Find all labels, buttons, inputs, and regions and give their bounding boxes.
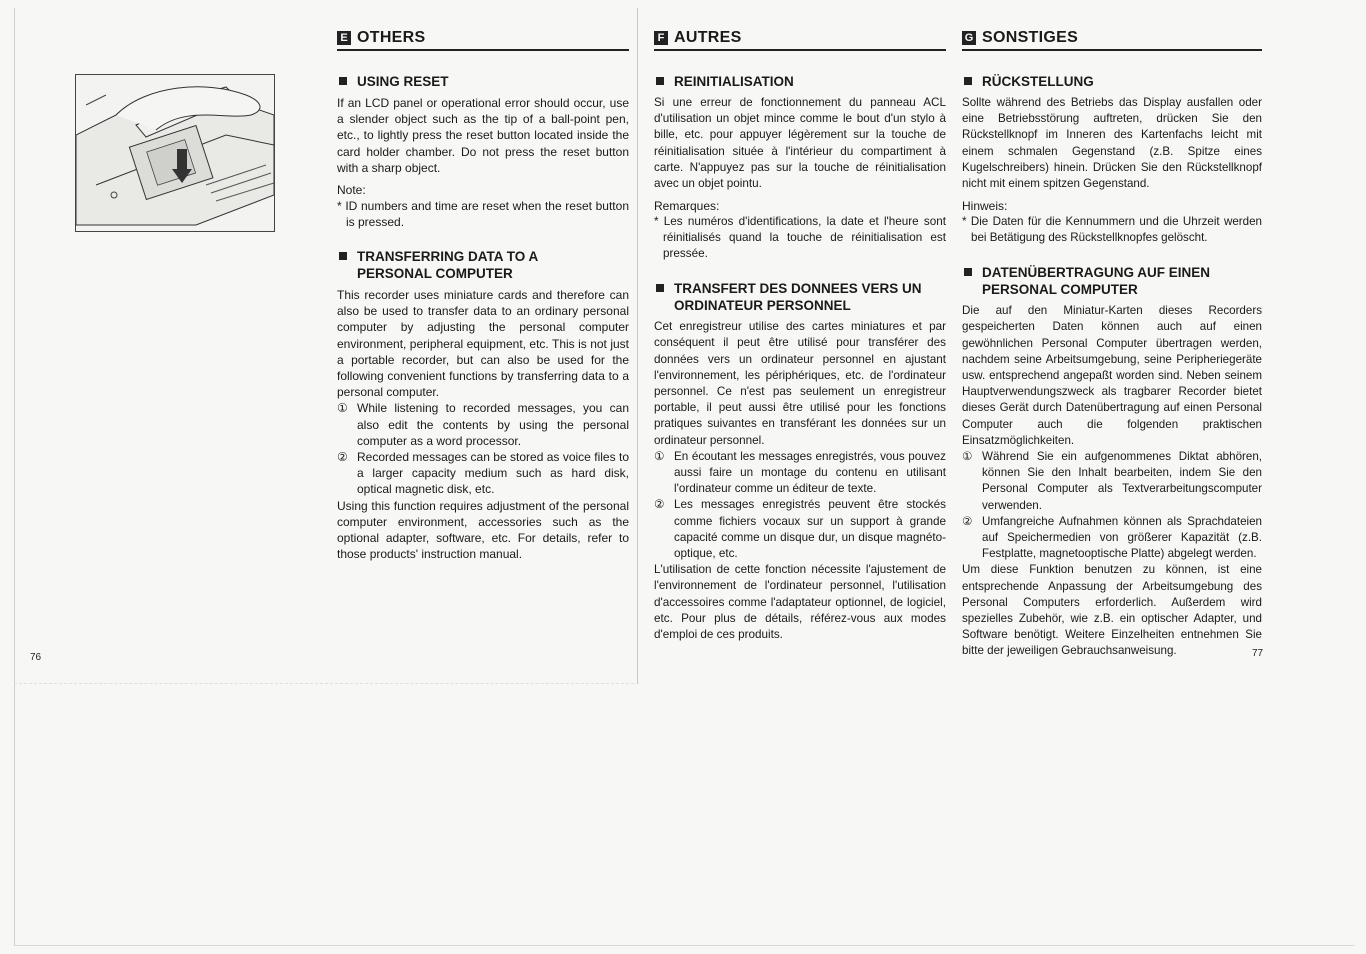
note-label: Remarques: (654, 199, 720, 214)
language-letter-g: G (962, 31, 976, 45)
reset-button-illustration (75, 74, 275, 232)
column-german (962, 28, 1262, 660)
language-letter-f: F (654, 31, 668, 45)
hand-pressing-reset-drawing (76, 75, 274, 231)
list-item: ① While listening to recorded messages, you can also edit the contents by using the personal computer as a word processor. (337, 401, 629, 448)
transfer-paragraph: This recorder uses miniature cards and therefore can also be used to transfer data to an ordinary personal computer by adjusting the personal computer environment, peripheral equipment, etc. This is not just a portable recorder, but can also be used for the following convenient functions by transferring data to a personal computer. (337, 288, 629, 400)
list-item: ② Les messages enregistrés peuvent être stockés comme fichiers vocaux sur un support à grande capacité comme un disque dur, un disque magnéto-optique, etc. (654, 498, 946, 561)
square-bullet-icon (656, 77, 664, 85)
closing-paragraph: Um diese Funktion benutzen zu können, ist eine entsprechende Anpassung der Arbeitsumgebung des Personal Computers erforderlich. Außerdem wird spezielles Zubehör, wie z.B. ein optischer Adapter, und Software benötigt. Weitere Einzelheiten entnehmen Sie bitte der jeweiligen Gebrauchsanweisung. (962, 563, 1262, 658)
transfer-paragraph: Die auf den Miniatur-Karten dieses Recorders gespeicherten Daten können auch auf einen gewöhnlichen Personal Computer übertragen werden, nachdem seine Arbeitsumgebung, seine Peripheriegeräte usw. entsprechend angepaßt worden sind. Neben seinem Hauptverwendungszweck als tragbarer Recorder bietet dieses Gerät durch Datenübertragung auf einen Personal Computer auch die folgenden praktischen Einsatzmöglichkeiten. (962, 304, 1262, 447)
square-bullet-icon (656, 284, 664, 292)
heading-using-reset: USING RESET (337, 73, 629, 90)
square-bullet-icon (964, 77, 972, 85)
section-title: SONSTIGES (982, 29, 1079, 46)
circled-number: ② (962, 514, 973, 528)
page-fold (637, 8, 638, 683)
heading-reinitialisation: REINITIALISATION (654, 73, 946, 90)
page-number-left: 76 (30, 652, 42, 663)
note-text: * Les numéros d'identifications, la date et l'heure sont réinitialisés quand la touche de réinitialisation est pressée. (654, 215, 946, 261)
section-title: AUTRES (674, 29, 742, 46)
square-bullet-icon (339, 252, 347, 260)
note-text: * Die Daten für die Kennummern und die Uhrzeit werden bei Betätigung des Rückstellknopfes gelöscht. (962, 215, 1262, 245)
square-bullet-icon (964, 268, 972, 276)
section-header-autres (654, 28, 946, 51)
note-label: Hinweis: (962, 199, 1008, 214)
column-english (337, 28, 629, 562)
circled-number: ② (337, 450, 348, 465)
reset-paragraph: If an LCD panel or operational error should occur, use a slender object such as the tip of a ball-point pen, etc., to lightly press the reset button located inside the card holder chamber. Do not press the reset button with a sharp object. (337, 96, 629, 175)
page-fold-horizontal (14, 683, 639, 684)
circled-number: ① (337, 401, 348, 416)
page-number-right: 77 (1252, 648, 1264, 659)
heading-transfert-donnees: TRANSFERT DES DONNEES VERS UN ORDINATEUR PERSONNEL (654, 280, 946, 314)
heading-transferring-data: TRANSFERRING DATA TO A PERSONAL COMPUTER (337, 248, 629, 282)
reset-paragraph: Si une erreur de fonctionnement du panneau ACL d'utilisation un objet mince comme le bout d'un stylo à bille, etc. pour appuyer légèrement sur la touche de réinitialisation située à l'intérieur du compartiment à carte. N'appuyez pas sur la touche de réinitialisation avec un objet pointu. (654, 96, 946, 191)
reset-paragraph: Sollte während des Betriebs das Display ausfallen oder eine Betriebsstörung auftreten, drücken Sie den Rückstellknopf im Inneren des Kartenfachs leicht mit einem schmalen Gegenstand (z.B. Spitze eines Kugelschreibers) hinein. Drücken Sie den Rückstellknopf nicht mit einem spitzen Gegenstand. (962, 96, 1262, 191)
closing-paragraph: L'utilisation de cette fonction nécessite l'ajustement de l'environnement de l'ordinateur personnel, l'utilisation d'accessoires comme l'adaptateur optionnel, de logiciel, etc. Pour plus de détails, référez-vous aux modes d'emploi de ces produits. (654, 563, 946, 642)
note-text: * ID numbers and time are reset when the reset button is pressed. (337, 199, 629, 230)
list-item: ① Während Sie ein aufgenommenes Diktat abhören, können Sie den Inhalt bearbeiten, indem Sie den Personal Computer als Textverarbeitungscomputer verwenden. (962, 450, 1262, 512)
closing-paragraph: Using this function requires adjustment of the personal computer environment, accessories such as the optional adapter, software, etc. For details, refer to those products' instruction manual. (337, 498, 629, 562)
column-french (654, 28, 946, 643)
section-header-others (337, 28, 629, 51)
transfer-paragraph: Cet enregistreur utilise des cartes miniatures et par conséquent il peut être utilisé pour transférer des données vers un ordinateur personnel en ajustant l'environnement, les périphériques, etc. de l'ordinateur personnel. Ce n'est pas seulement un enregistreur portable, il peut aussi être utilisé pour les fonctions pratiques suivantes en transférant les données sur un ordinateur personnel. (654, 320, 946, 447)
circled-number: ② (654, 498, 665, 512)
list-item: ② Recorded messages can be stored as voice files to a larger capacity medium such as hard disk, optical magnetic disk, etc. (337, 450, 629, 497)
circled-number: ① (962, 450, 973, 464)
circled-number: ① (654, 449, 665, 463)
heading-datenuebertragung: DATENÜBERTRAGUNG AUF EINEN PERSONAL COMPUTER (962, 264, 1262, 298)
note-label: Note: (337, 183, 366, 198)
language-letter-e: E (337, 31, 351, 45)
list-item: ① En écoutant les messages enregistrés, vous pouvez aussi faire un montage du contenu en utilisant l'ordinateur comme un éditeur de texte. (654, 449, 946, 496)
section-title: OTHERS (357, 29, 426, 46)
heading-rueckstellung: RÜCKSTELLUNG (962, 73, 1262, 90)
section-header-sonstiges (962, 28, 1262, 51)
list-item: ② Umfangreiche Aufnahmen können als Sprachdateien auf Speichermedien von größerer Kapazität (z.B. Festplatte, magnetooptische Platte) abgelegt werden. (962, 514, 1262, 561)
square-bullet-icon (339, 77, 347, 85)
